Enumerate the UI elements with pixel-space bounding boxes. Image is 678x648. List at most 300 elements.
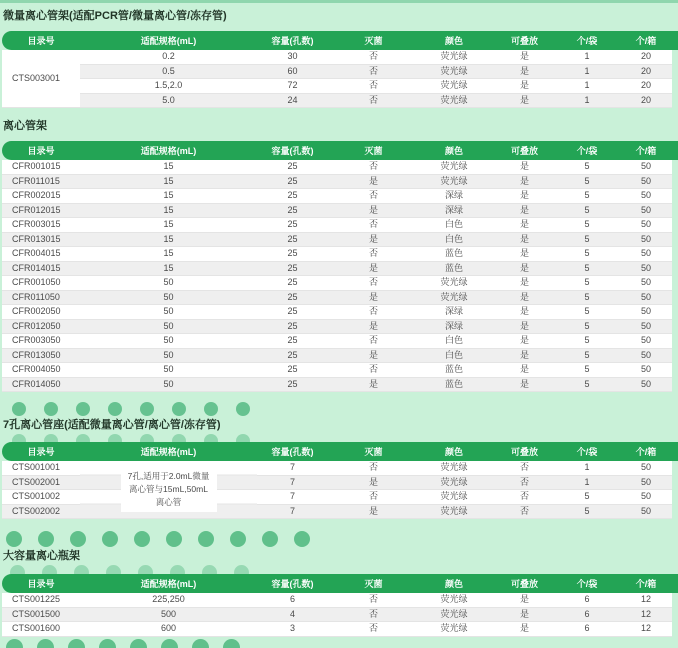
cell-stackable: 是 [489,160,560,174]
dot-decoration-icon [202,565,217,574]
dot-decoration-icon [140,434,154,442]
cell-catalog_no: CTS001500 [2,607,80,622]
cell-color: 荧光绿 [419,174,489,189]
table-row [2,93,678,108]
product-table [2,442,678,519]
cell-capacity_holes: 60 [257,64,328,79]
cell-catalog_no: CFR002050 [2,305,80,320]
cell-sterilized: 是 [328,475,419,490]
cell-pcs_per_box: 50 [614,232,678,247]
cell-sterilized: 是 [328,377,419,392]
section-divider-bottle-rack [0,531,678,574]
cell-color: 白色 [419,348,489,363]
cell-capacity_holes: 25 [257,363,328,378]
product-table [2,574,678,637]
cell-stackable: 是 [489,50,560,64]
table-row [2,79,678,94]
cell-pcs_per_bag: 1 [560,79,614,94]
cell-color: 荧光绿 [419,64,489,79]
cell-catalog_no: CTS002001 [2,475,80,490]
column-header-sterilized: 灭菌 [328,574,419,593]
cell-pcs_per_bag: 6 [560,622,614,637]
cell-spec_ml: 15 [80,261,257,276]
cell-pcs_per_bag: 5 [560,319,614,334]
cell-catalog-merged: CTS003001 [2,50,80,108]
dot-decoration-icon [76,434,90,442]
dot-decoration-icon [10,565,25,574]
cell-spec_ml: 15 [80,189,257,204]
cell-pcs_per_bag: 5 [560,247,614,262]
cell-pcs_per_box: 50 [614,461,678,475]
cell-color: 荧光绿 [419,593,489,607]
table-row [2,160,678,174]
cell-pcs_per_bag: 5 [560,348,614,363]
dot-decoration-icon [204,434,218,442]
cell-color: 深绿 [419,319,489,334]
column-header-sterilized: 灭菌 [328,442,419,461]
column-header-catalog: 目录号 [2,31,80,50]
cell-pcs_per_bag: 5 [560,504,614,519]
cell-spec_ml: 50 [80,305,257,320]
cell-catalog_no: CFR011015 [2,174,80,189]
cell-color: 荧光绿 [419,276,489,291]
dot-decoration-icon [44,402,58,416]
cell-capacity_holes: 25 [257,160,328,174]
table-row [2,348,678,363]
cell-stackable: 是 [489,189,560,204]
dot-decoration-icon [172,402,186,416]
cell-catalog_no: CFR001050 [2,276,80,291]
cell-capacity_holes: 25 [257,232,328,247]
cell-spec_ml: 15 [80,232,257,247]
cell-spec_ml: 50 [80,348,257,363]
table-row [2,319,678,334]
table-row [2,290,678,305]
dots-decoration-partial [0,434,678,442]
cell-color: 白色 [419,232,489,247]
cell-pcs_per_box: 50 [614,160,678,174]
dot-decoration-icon [102,531,118,547]
dots-decoration-bottom [0,639,678,648]
section-title: 7孔离心管座(适配微量离心管/离心管/冻存管) [3,419,221,431]
column-header-stackable: 可叠放 [489,31,560,50]
table-row [2,50,678,64]
table-row [2,203,678,218]
column-header-sterilized: 灭菌 [328,141,419,160]
cell-sterilized: 是 [328,203,419,218]
cell-pcs_per_bag: 5 [560,334,614,349]
cell-sterilized: 否 [328,490,419,505]
dot-decoration-icon [106,565,121,574]
cell-pcs_per_box: 50 [614,290,678,305]
cell-pcs_per_bag: 5 [560,218,614,233]
cell-pcs_per_box: 50 [614,319,678,334]
dot-decoration-icon [42,565,57,574]
cell-pcs_per_box: 50 [614,305,678,320]
cell-capacity_holes: 25 [257,305,328,320]
column-header-capacity: 容量(孔数) [257,574,328,593]
dot-decoration-icon [294,531,310,547]
column-header-stackable: 可叠放 [489,574,560,593]
cell-capacity_holes: 25 [257,377,328,392]
cell-spec-merged [80,461,257,519]
cell-spec_ml: 50 [80,377,257,392]
cell-stackable: 是 [489,607,560,622]
cell-stackable: 是 [489,247,560,262]
cell-spec_ml: 225,250 [80,593,257,607]
cell-sterilized: 是 [328,174,419,189]
dot-decoration-icon [74,565,89,574]
cell-stackable: 是 [489,93,560,108]
column-header-spec: 适配规格(mL) [80,141,257,160]
dot-decoration-icon [236,434,250,442]
cell-pcs_per_box: 50 [614,189,678,204]
spec-note-box: 7孔,适用于2.0mL微量离心管与15mL,50mL离心管 [121,467,217,511]
dot-decoration-icon [6,639,23,648]
cell-color: 荧光绿 [419,79,489,94]
cell-catalog_no: CTS002002 [2,504,80,519]
cell-pcs_per_box: 50 [614,334,678,349]
cell-pcs_per_box: 12 [614,593,678,607]
column-header-per-bag: 个/袋 [560,442,614,461]
section-divider-7hole [0,402,678,442]
cell-catalog_no: CFR013050 [2,348,80,363]
cell-spec_ml: 15 [80,218,257,233]
cell-color: 深绿 [419,189,489,204]
cell-spec_ml: 0.2 [80,50,257,64]
column-header-stackable: 可叠放 [489,141,560,160]
cell-capacity_holes: 72 [257,79,328,94]
table-row [2,607,678,622]
cell-pcs_per_box: 50 [614,348,678,363]
table-row [2,64,678,79]
cell-sterilized: 否 [328,607,419,622]
cell-color: 荧光绿 [419,607,489,622]
cell-spec_ml: 500 [80,607,257,622]
cell-color: 荧光绿 [419,475,489,490]
cell-catalog_no: CTS001600 [2,622,80,637]
cell-capacity_holes: 25 [257,189,328,204]
cell-capacity_holes: 24 [257,93,328,108]
section-title: 微量离心管架(适配PCR管/微量离心管/冻存管) [3,10,227,22]
cell-stackable: 是 [489,174,560,189]
table-row [2,377,678,392]
cell-sterilized: 是 [328,290,419,305]
section-header-tube-rack [0,108,678,141]
table-header-row [2,574,678,593]
table-row [2,363,678,378]
section-title: 离心管架 [3,120,47,132]
column-header-color: 颜色 [419,31,489,50]
cell-catalog_no: CFR011050 [2,290,80,305]
dot-decoration-icon [230,531,246,547]
cell-pcs_per_bag: 5 [560,203,614,218]
cell-spec_ml: 15 [80,247,257,262]
cell-pcs_per_bag: 1 [560,475,614,490]
table-right-cap [672,461,678,519]
cell-stackable: 是 [489,348,560,363]
cell-spec_ml: 15 [80,160,257,174]
cell-pcs_per_box: 50 [614,490,678,505]
cell-catalog_no: CFR014050 [2,377,80,392]
dot-decoration-icon [262,531,278,547]
cell-color: 荧光绿 [419,461,489,475]
cell-color: 深绿 [419,203,489,218]
cell-pcs_per_bag: 5 [560,232,614,247]
cell-stackable: 否 [489,475,560,490]
dot-decoration-icon [236,402,250,416]
dot-decoration-icon [70,531,86,547]
table-header-row [2,442,678,461]
cell-pcs_per_box: 12 [614,607,678,622]
cell-sterilized: 否 [328,334,419,349]
column-header-catalog: 目录号 [2,442,80,461]
cell-spec_ml: 50 [80,319,257,334]
cell-catalog_no: CFR004050 [2,363,80,378]
dot-decoration-icon [161,639,178,648]
dots-decoration [12,402,678,416]
dot-decoration-icon [37,639,54,648]
cell-capacity_holes: 6 [257,593,328,607]
cell-sterilized: 是 [328,232,419,247]
cell-color: 白色 [419,218,489,233]
cell-sterilized: 是 [328,504,419,519]
cell-stackable: 是 [489,290,560,305]
dot-decoration-icon [12,434,26,442]
column-header-per-box: 个/箱 [614,442,678,461]
cell-catalog_no: CTS001225 [2,593,80,607]
cell-stackable: 是 [489,622,560,637]
cell-sterilized: 否 [328,50,419,64]
table-right-cap [672,593,678,637]
cell-sterilized: 是 [328,319,419,334]
dot-decoration-icon [108,402,122,416]
cell-capacity_holes: 25 [257,276,328,291]
cell-pcs_per_box: 50 [614,475,678,490]
dot-decoration-icon [6,531,22,547]
cell-stackable: 是 [489,593,560,607]
cell-color: 蓝色 [419,363,489,378]
column-header-catalog: 目录号 [2,141,80,160]
cell-sterilized: 否 [328,305,419,320]
cell-sterilized: 否 [328,79,419,94]
cell-capacity_holes: 3 [257,622,328,637]
cell-catalog_no: CFR003015 [2,218,80,233]
cell-color: 荧光绿 [419,93,489,108]
cell-pcs_per_bag: 5 [560,290,614,305]
column-header-per-bag: 个/袋 [560,574,614,593]
cell-capacity_holes: 25 [257,261,328,276]
cell-stackable: 是 [489,232,560,247]
table-header-row [2,141,678,160]
cell-capacity_holes: 25 [257,348,328,363]
table-row [2,461,678,475]
dot-decoration-icon [38,531,54,547]
cell-color: 荧光绿 [419,490,489,505]
cell-pcs_per_box: 50 [614,276,678,291]
cell-pcs_per_box: 50 [614,363,678,378]
cell-pcs_per_box: 20 [614,79,678,94]
column-header-per-bag: 个/袋 [560,31,614,50]
cell-pcs_per_box: 50 [614,504,678,519]
column-header-spec: 适配规格(mL) [80,31,257,50]
cell-pcs_per_bag: 5 [560,160,614,174]
cell-catalog_no: CFR001015 [2,160,80,174]
table-row [2,247,678,262]
cell-color: 荧光绿 [419,160,489,174]
cell-sterilized: 否 [328,218,419,233]
dot-decoration-icon [134,531,150,547]
dot-decoration-icon [68,639,85,648]
cell-capacity_holes: 25 [257,319,328,334]
column-header-per-box: 个/箱 [614,31,678,50]
column-header-sterilized: 灭菌 [328,31,419,50]
table-row [2,593,678,607]
column-header-color: 颜色 [419,574,489,593]
cell-spec_ml: 600 [80,622,257,637]
cell-sterilized: 否 [328,160,419,174]
cell-capacity_holes: 7 [257,504,328,519]
column-header-per-box: 个/箱 [614,141,678,160]
cell-capacity_holes: 25 [257,203,328,218]
cell-pcs_per_bag: 1 [560,50,614,64]
cell-sterilized: 否 [328,189,419,204]
cell-pcs_per_bag: 5 [560,276,614,291]
cell-spec_ml: 50 [80,276,257,291]
cell-pcs_per_bag: 5 [560,174,614,189]
dot-decoration-icon [170,565,185,574]
dot-decoration-icon [223,639,240,648]
cell-pcs_per_box: 12 [614,622,678,637]
cell-catalog_no: CFR003050 [2,334,80,349]
cell-sterilized: 否 [328,363,419,378]
dot-decoration-icon [234,565,249,574]
table-row [2,305,678,320]
cell-color: 荧光绿 [419,290,489,305]
cell-capacity_holes: 4 [257,607,328,622]
cell-catalog_no: CFR013015 [2,232,80,247]
cell-sterilized: 否 [328,593,419,607]
cell-pcs_per_bag: 5 [560,305,614,320]
cell-pcs_per_box: 50 [614,203,678,218]
table-right-cap [672,50,678,108]
cell-sterilized: 否 [328,461,419,475]
cell-spec_ml: 50 [80,363,257,378]
cell-pcs_per_box: 50 [614,174,678,189]
table-row [2,334,678,349]
cell-catalog_no: CFR014015 [2,261,80,276]
table-row [2,622,678,637]
cell-pcs_per_bag: 6 [560,593,614,607]
cell-capacity_holes: 25 [257,290,328,305]
cell-catalog_no: CFR012050 [2,319,80,334]
cell-capacity_holes: 25 [257,218,328,233]
dot-decoration-icon [138,565,153,574]
cell-pcs_per_bag: 1 [560,64,614,79]
section-header-micro-rack [0,3,678,31]
cell-spec_ml: 0.5 [80,64,257,79]
cell-capacity_holes: 25 [257,334,328,349]
cell-color: 白色 [419,334,489,349]
cell-pcs_per_bag: 6 [560,607,614,622]
column-header-color: 颜色 [419,141,489,160]
dot-decoration-icon [140,402,154,416]
table-row [2,232,678,247]
cell-sterilized: 否 [328,276,419,291]
cell-pcs_per_bag: 5 [560,377,614,392]
product-table-7hole-base [0,442,678,519]
cell-pcs_per_bag: 5 [560,189,614,204]
cell-capacity_holes: 7 [257,475,328,490]
column-header-color: 颜色 [419,442,489,461]
cell-stackable: 是 [489,218,560,233]
cell-stackable: 是 [489,276,560,291]
cell-pcs_per_bag: 5 [560,261,614,276]
cell-sterilized: 否 [328,622,419,637]
cell-stackable: 是 [489,334,560,349]
product-table [2,141,678,392]
cell-stackable: 是 [489,203,560,218]
column-header-catalog: 目录号 [2,574,80,593]
cell-capacity_holes: 7 [257,461,328,475]
column-header-spec: 适配规格(mL) [80,574,257,593]
cell-pcs_per_box: 50 [614,261,678,276]
cell-stackable: 否 [489,461,560,475]
cell-stackable: 否 [489,490,560,505]
table-right-cap [672,160,678,392]
cell-sterilized: 是 [328,261,419,276]
cell-capacity_holes: 25 [257,247,328,262]
cell-pcs_per_bag: 1 [560,93,614,108]
cell-spec_ml: 1.5,2.0 [80,79,257,94]
dot-decoration-icon [172,434,186,442]
cell-pcs_per_bag: 5 [560,490,614,505]
column-header-per-box: 个/箱 [614,574,678,593]
dot-decoration-icon [99,639,116,648]
cell-color: 蓝色 [419,261,489,276]
cell-spec_ml: 50 [80,334,257,349]
cell-color: 荧光绿 [419,50,489,64]
cell-catalog_no: CFR002015 [2,189,80,204]
cell-catalog_no: CFR004015 [2,247,80,262]
table-header-row [2,31,678,50]
cell-stackable: 是 [489,64,560,79]
dots-decoration [6,531,678,547]
dot-decoration-icon [204,402,218,416]
cell-catalog_no: CTS001002 [2,490,80,505]
cell-capacity_holes: 7 [257,490,328,505]
cell-stackable: 否 [489,504,560,519]
section-title: 大容量离心瓶架 [3,550,80,562]
column-header-per-bag: 个/袋 [560,141,614,160]
cell-sterilized: 否 [328,93,419,108]
table-row [2,218,678,233]
table-row [2,189,678,204]
cell-color: 荧光绿 [419,622,489,637]
dot-decoration-icon [44,434,58,442]
table-row [2,261,678,276]
cell-pcs_per_box: 20 [614,64,678,79]
cell-catalog_no: CTS001001 [2,461,80,475]
column-header-capacity: 容量(孔数) [257,141,328,160]
cell-color: 荧光绿 [419,504,489,519]
cell-color: 深绿 [419,305,489,320]
cell-stackable: 是 [489,319,560,334]
dot-decoration-icon [198,531,214,547]
dot-decoration-icon [12,402,26,416]
cell-stackable: 是 [489,377,560,392]
table-row [2,276,678,291]
